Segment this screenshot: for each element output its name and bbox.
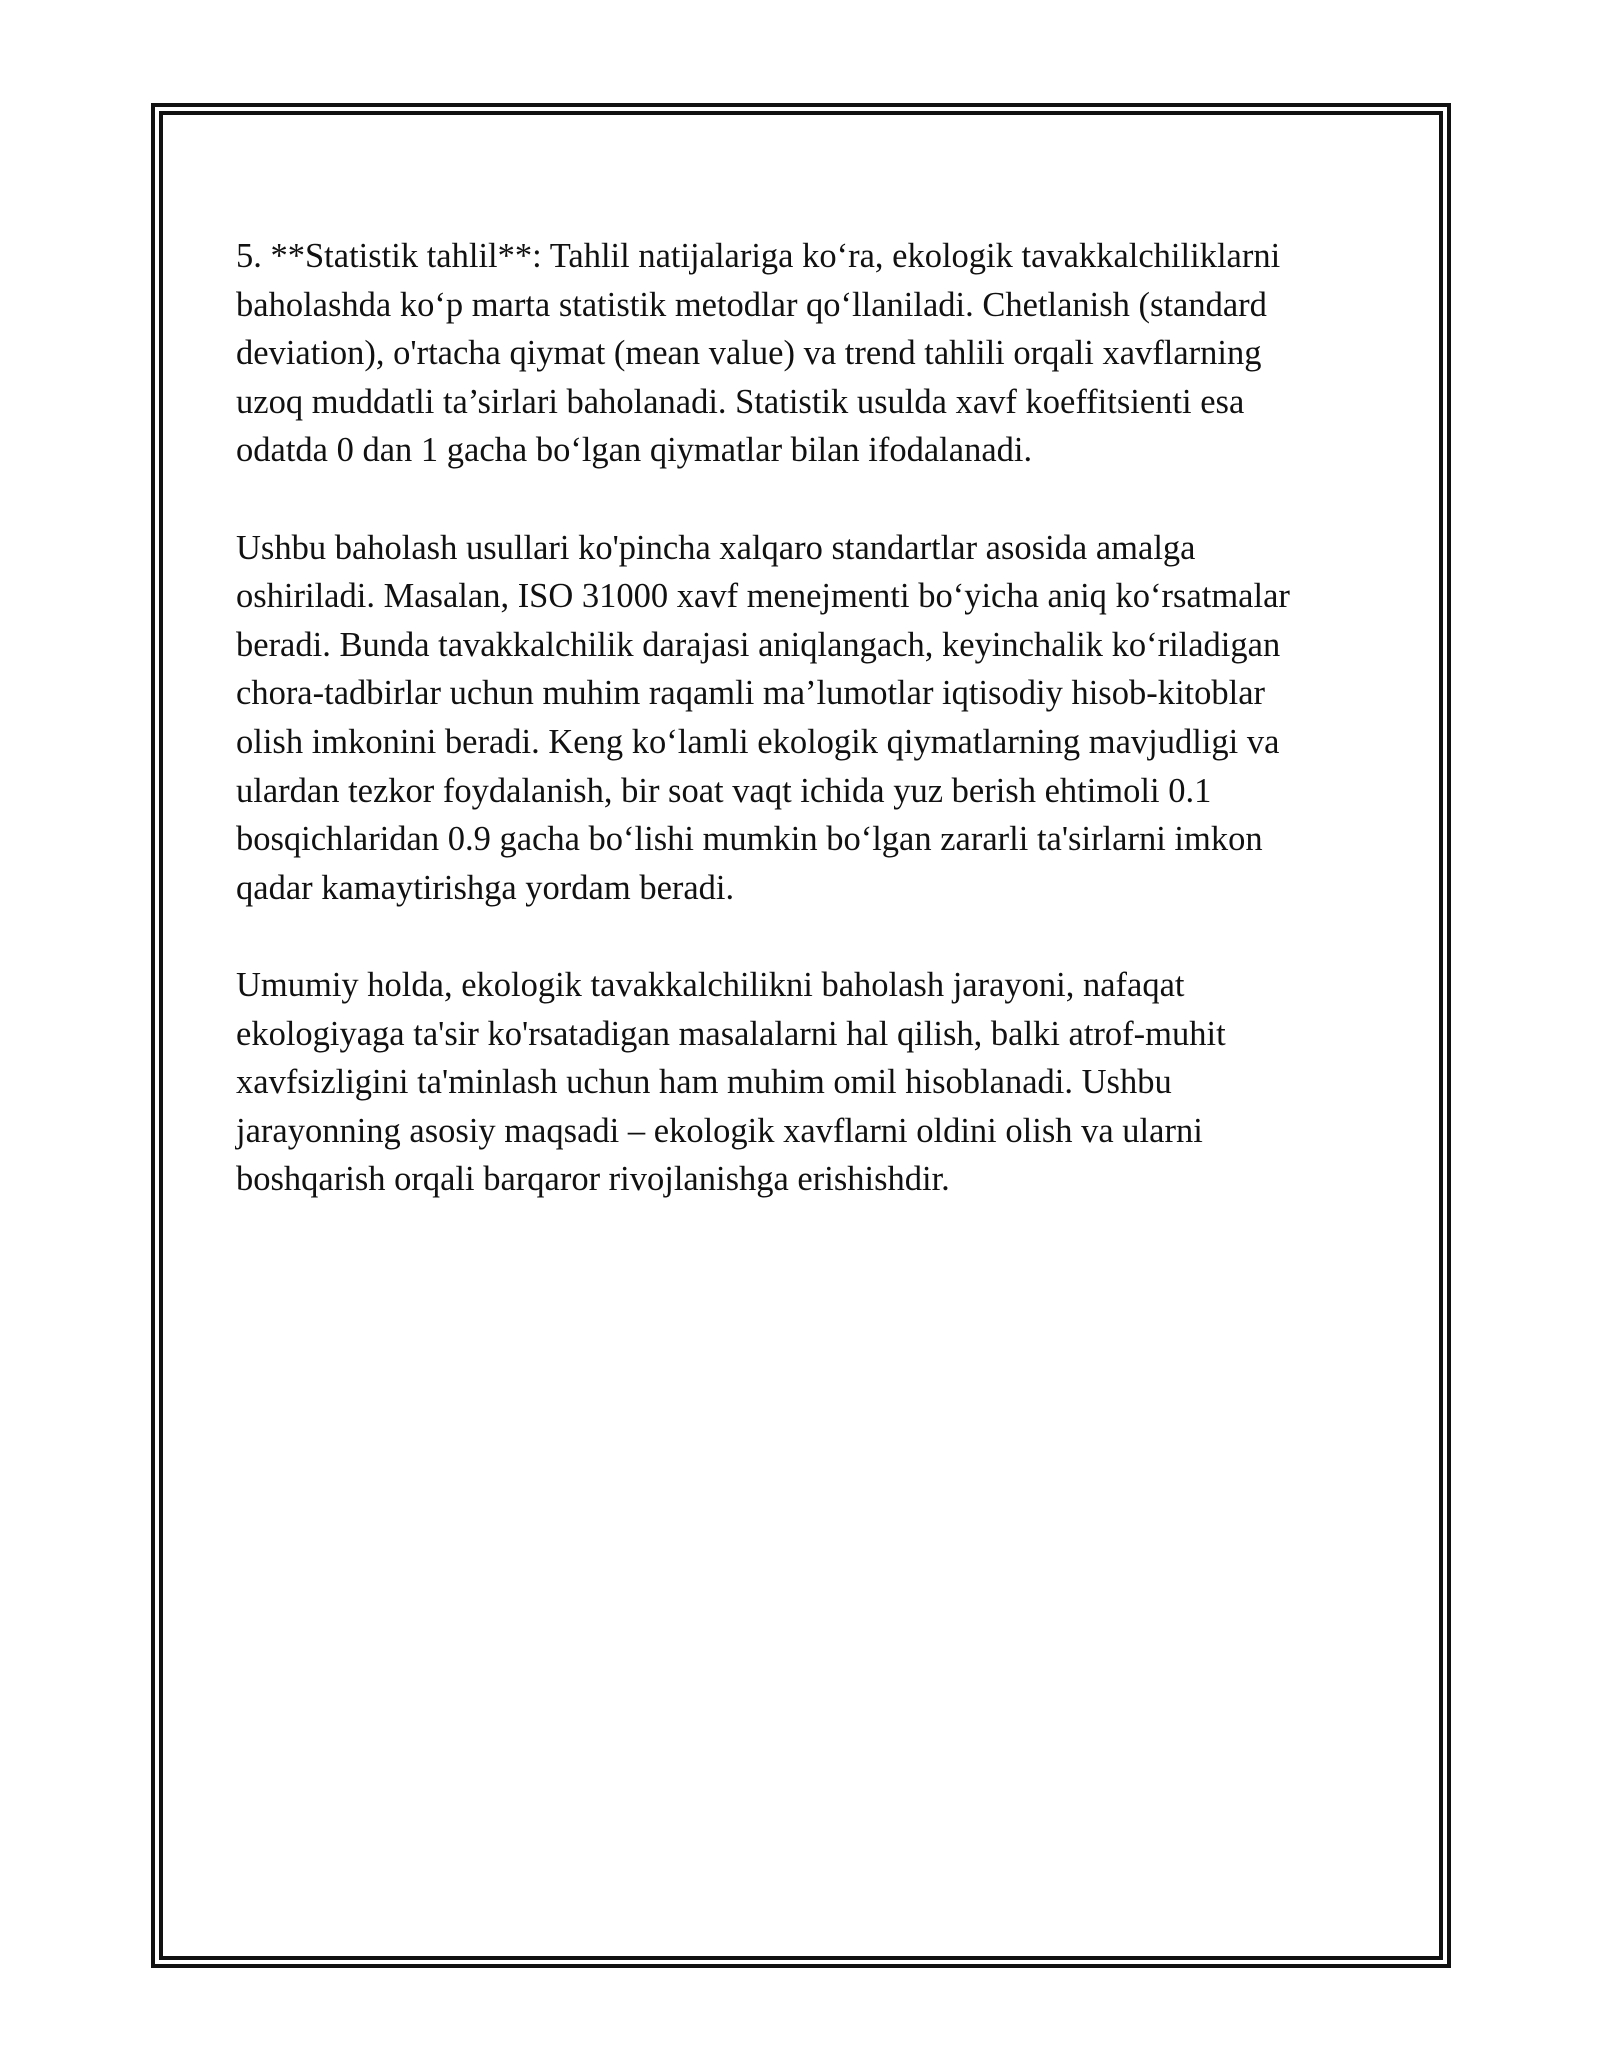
paragraph-conclusion: Umumiy holda, ekologik tavakkalchilikni baholash jarayoni, nafaqat ekologiyaga ta'sir ko'rsatadigan masalalarni hal qilish, balki atrof-muhit xavfsizligini ta'minlash uchun ham muhim omil hisoblanadi. Ushbu jarayonning asosiy maqsadi – ekologik xavflarni oldini olish va ularni boshqarish orqali barqaror rivojlanishga erishishdir. (236, 965, 1226, 1199)
document-body (236, 232, 1376, 1252)
paragraph-international-standards: Ushbu baholash usullari ko'pincha xalqaro standartlar asosida amalga oshiriladi. Masalan, ISO 31000 xavf menejmenti bo‘yicha aniq ko‘rsatmalar beradi. Bunda tavakkalchilik darajasi aniqlangach, keyinchalik ko‘riladigan chora-tadbirlar uchun muhim raqamli ma’lumotlar iqtisodiy hisob-kitoblar olish imkonini beradi. Keng ko‘lamli ekologik qiymatlarning mavjudligi va ulardan tezkor foydalanish, bir soat vaqt ichida yuz berish ehtimoli 0.1 bosqichlaridan 0.9 gacha bo‘lishi mumkin bo‘lgan zararli ta'sirlarni imkon qadar kamaytirishga yordam beradi. (236, 528, 1290, 907)
paragraph-statistical-analysis: 5. **Statistik tahlil**: Tahlil natijalariga ko‘ra, ekologik tavakkalchiliklarni baholashda ko‘p marta statistik metodlar qo‘llaniladi. Chetlanish (standard deviation), o'rtacha qiymat (mean value) va trend tahlili orqali xavflarning uzoq muddatli ta’sirlari baholanadi. Statistik usulda xavf koeffitsienti esa odatda 0 dan 1 gacha bo‘lgan qiymatlar bilan ifodalanadi. (236, 237, 1281, 470)
